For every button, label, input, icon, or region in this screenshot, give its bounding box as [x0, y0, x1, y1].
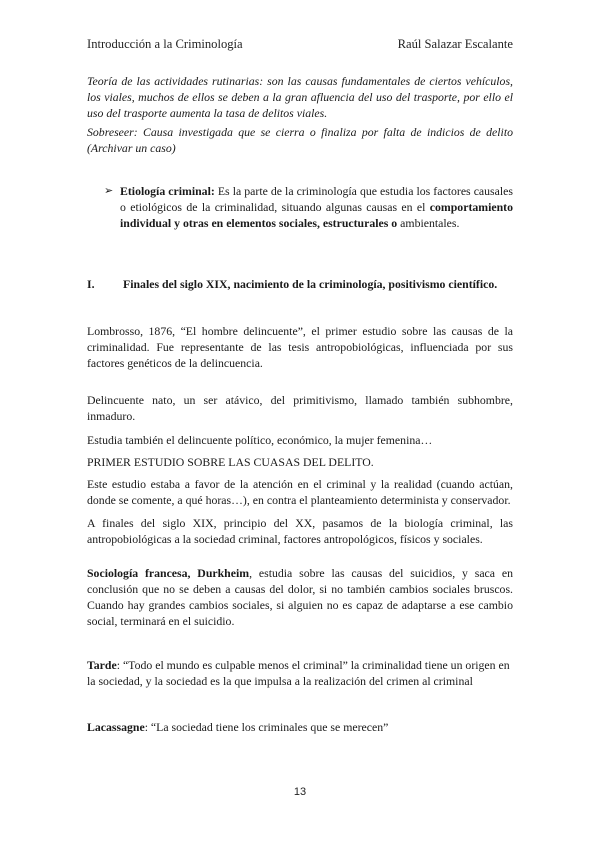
paragraph-finales: A finales del siglo XIX, principio del XX, pasamos de la biología criminal, las antropobiológicas a la sociedad criminal, factores antropológicos, físicos y sociales.: [87, 516, 513, 546]
bullet-text-bold: comportamiento individual y otras en elementos sociales, estructurales o: [120, 200, 513, 230]
bullet-text-a: Es la parte de la criminología que estudia los factores causales o etiológicos de la criminalidad, situando algunas causas en el: [120, 184, 513, 214]
paragraph-este-estudio: Este estudio estaba a favor de la atención en el criminal y la realidad (cuando actúan, donde se comente, a qué horas…), en contra el planteamiento determinista y conservador.: [87, 477, 513, 507]
bullet-text-b: ambientales.: [397, 216, 460, 230]
durkheim-term: Sociología francesa, Durkheim: [87, 566, 250, 580]
bullet-term: Etiología criminal:: [120, 184, 215, 198]
section-number: I.: [87, 277, 95, 291]
lacassagne-term: Lacassagne: [87, 720, 145, 734]
lacassagne-text: : “La sociedad tiene los criminales que se merecen”: [144, 720, 389, 734]
paragraph-tarde: [87, 657, 513, 689]
paragraph-sobreseer: Sobreseer: Causa investigada que se cierra o finaliza por falta de indicios de delito (Archivar un caso): [87, 125, 513, 155]
paragraph-routine-activities: Teoría de las actividades rutinarias: son las causas fundamentales de ciertos vehículos, los viales, muchos de ellos se deben a la gran afluencia del uso del trasporte, por ello el uso del trasporte aumenta la tasa de delitos viales.: [87, 74, 513, 120]
paragraph-durkheim: [87, 565, 513, 629]
tarde-text: : “Todo el mundo es culpable menos el criminal” la criminalidad tiene un origen en la sociedad, y la sociedad es la que impulsa a la realización del crimen al criminal: [87, 658, 510, 688]
arrow-bullet-icon: ➢: [104, 185, 114, 197]
page-number: 13: [293, 786, 307, 798]
tarde-term: Tarde: [87, 658, 117, 672]
section-heading: [87, 276, 513, 292]
paragraph-lombrosso: Lombrosso, 1876, “El hombre delincuente”, el primer estudio sobre las causas de la criminalidad. Fue representante de las tesis antropobiológicas, influenciada por sus factores genéticos de la delincuencia.: [87, 324, 513, 370]
header-right: Raúl Salazar Escalante: [397, 37, 513, 51]
bullet-etiologia: [104, 183, 513, 231]
paragraph-lacassagne: [87, 719, 513, 735]
section-title: Finales del siglo XIX, nacimiento de la criminología, positivismo científico.: [123, 277, 498, 291]
durkheim-text: , estudia sobre las causas del suicidios, y saca en conclusión que no se deben a causas del dolor, si no también cambios sociales bruscos. Cuando hay grandes cambios sociales, si alguien no es capaz de adaptarse a ese cambio social, terminará en el suicidio.: [87, 566, 513, 628]
paragraph-delincuente-nato: Delincuente nato, un ser atávico, del primitivismo, llamado también subhombre, inmaduro.: [87, 393, 513, 423]
paragraph-primer-estudio: PRIMER ESTUDIO SOBRE LAS CUASAS DEL DELITO.: [87, 455, 374, 469]
header-left: Introducción a la Criminología: [87, 37, 243, 51]
paragraph-estudia: Estudia también el delincuente político, económico, la mujer femenina…: [87, 433, 433, 447]
